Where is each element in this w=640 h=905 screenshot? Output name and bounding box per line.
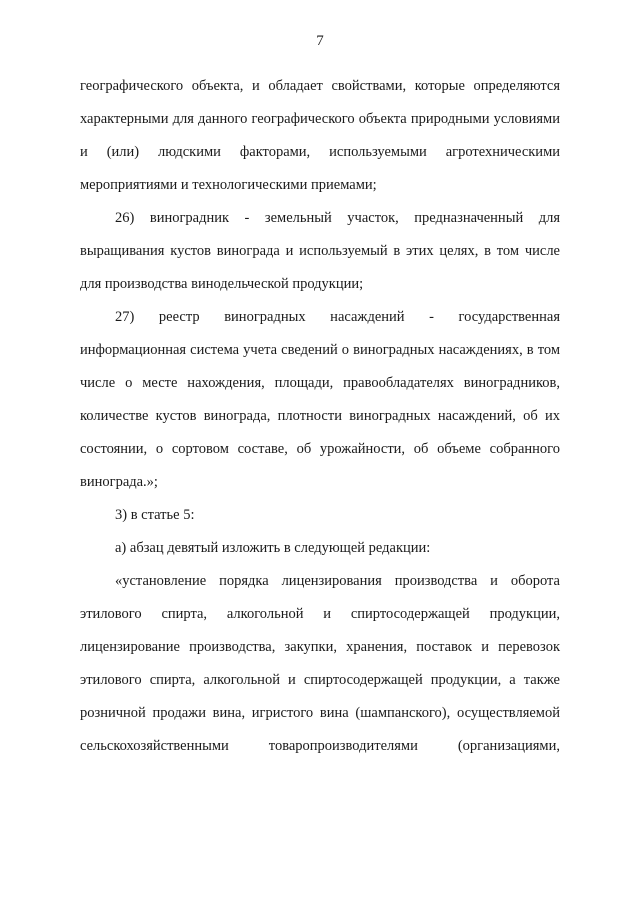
paragraph-item-26-vineyard: 26) виноградник - земельный участок, предназначенный для выращивания кустов винограда и используемый в этих целях, в том числе для производства винодельческой продукции; <box>80 210 560 292</box>
page-number: 7 <box>316 33 324 49</box>
paragraph-item-27-vineyard-registry: 27) реестр виноградных насаждений - государственная информационная система учета сведений о виноградных насаждениях, в том числе о месте нахождения, площади, правообладателях виноградников, количестве кустов винограда, плотности виноградных насаждений, об их состоянии, о сортовом составе, об урожайности, об объеме собранного винограда.»; <box>80 309 560 490</box>
paragraph-article-5-heading: 3) в статье 5: <box>115 507 195 523</box>
paragraph-subitem-a: а) абзац девятый изложить в следующей редакции: <box>115 540 431 556</box>
paragraph-continuation: географического объекта, и обладает свойствами, которые определяются характерными для данного географического объекта природными условиями и (или) людскими факторами, используемыми агротехническими мероприятиями и технологическими приемами; <box>80 78 560 193</box>
paragraph-licensing-quote: «установление порядка лицензирования производства и оборота этилового спирта, алкогольной и спиртосодержащей продукции, лицензирование производства, закупки, хранения, поставок и перевозок этилового спирта, алкогольной и спиртосодержащей продукции, а также розничной продажи вина, игристого вина (шампанского), осуществляемой сельскохозяйственными товаропроизводителями (организациями, <box>80 573 560 754</box>
document-body <box>80 70 560 763</box>
